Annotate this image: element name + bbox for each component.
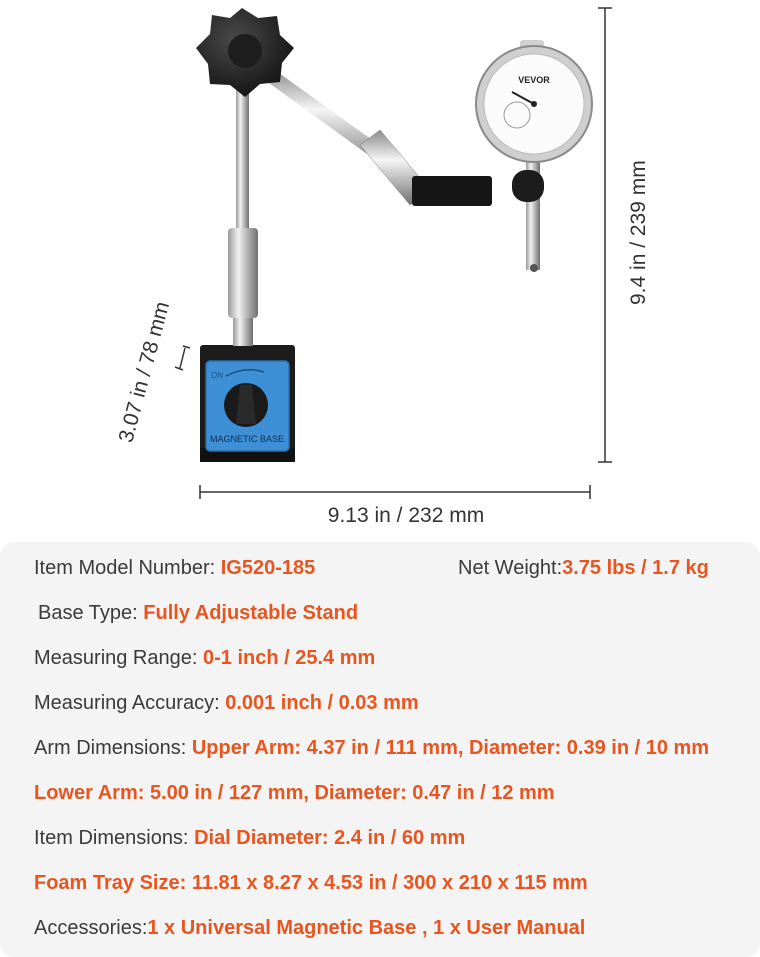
spec-base-type-label: Base Type: [38, 602, 144, 624]
dial-brand: VEVOR [518, 75, 550, 85]
switch-label: ON [211, 371, 223, 380]
spec-accuracy-label: Measuring Accuracy: [34, 692, 226, 714]
vertical-post [228, 88, 258, 346]
dial-indicator [476, 40, 592, 272]
upper-arm [262, 68, 492, 206]
spec-foam-tray: Foam Tray Size: 11.81 x 8.27 x 4.53 in / 300 x 210 x 115 mm [34, 872, 588, 894]
spec-model-value: IG520-185 [220, 557, 316, 579]
spec-accessories [34, 916, 585, 940]
spec-item-dimensions-value: Dial Diameter: 2.4 in / 60 mm [194, 827, 466, 849]
base-dimension-line [180, 348, 185, 368]
spec-weight-label: Net Weight: [458, 557, 563, 579]
spec-item-dimensions-label: Item Dimensions: [34, 827, 195, 849]
width-dimension-label: 9.13 in / 232 mm [327, 504, 485, 527]
spec-accessories-value: 1 x Universal Magnetic Base , 1 x User Manual [147, 917, 586, 939]
magnetic-base [200, 345, 295, 462]
spec-arm-label: Arm Dimensions: [34, 737, 192, 759]
spec-item-dimensions [34, 826, 465, 850]
spec-base-type-value: Fully Adjustable Stand [143, 602, 359, 624]
spec-base-type [38, 601, 358, 625]
spec-range-value: 0-1 inch / 25.4 mm [202, 647, 376, 669]
spec-panel [0, 542, 760, 957]
height-dimension-label: 9.4 in / 239 mm [627, 160, 650, 305]
spec-weight-value: 3.75 lbs / 1.7 kg [562, 557, 709, 579]
spec-model-label: Item Model Number: [34, 557, 221, 579]
spec-accuracy [34, 691, 419, 715]
base-height-dimension-label: 3.07 in / 78 mm [114, 299, 175, 445]
spec-lower-arm: Lower Arm: 5.00 in / 127 mm, Diameter: 0.47 in / 12 mm [34, 782, 555, 804]
spec-arm-value: Upper Arm: 4.37 in / 111 mm, Diameter: 0.39 in / 10 mm [191, 737, 710, 759]
spec-model [34, 556, 315, 580]
spec-arm [34, 736, 709, 760]
spec-range [34, 646, 375, 670]
base-plate-label: MAGNETIC BASE [209, 434, 285, 444]
spec-accessories-label: Accessories: [34, 917, 148, 939]
spec-weight [458, 556, 709, 580]
spec-range-label: Measuring Range: [34, 647, 203, 669]
spec-accuracy-value: 0.001 inch / 0.03 mm [225, 692, 419, 714]
